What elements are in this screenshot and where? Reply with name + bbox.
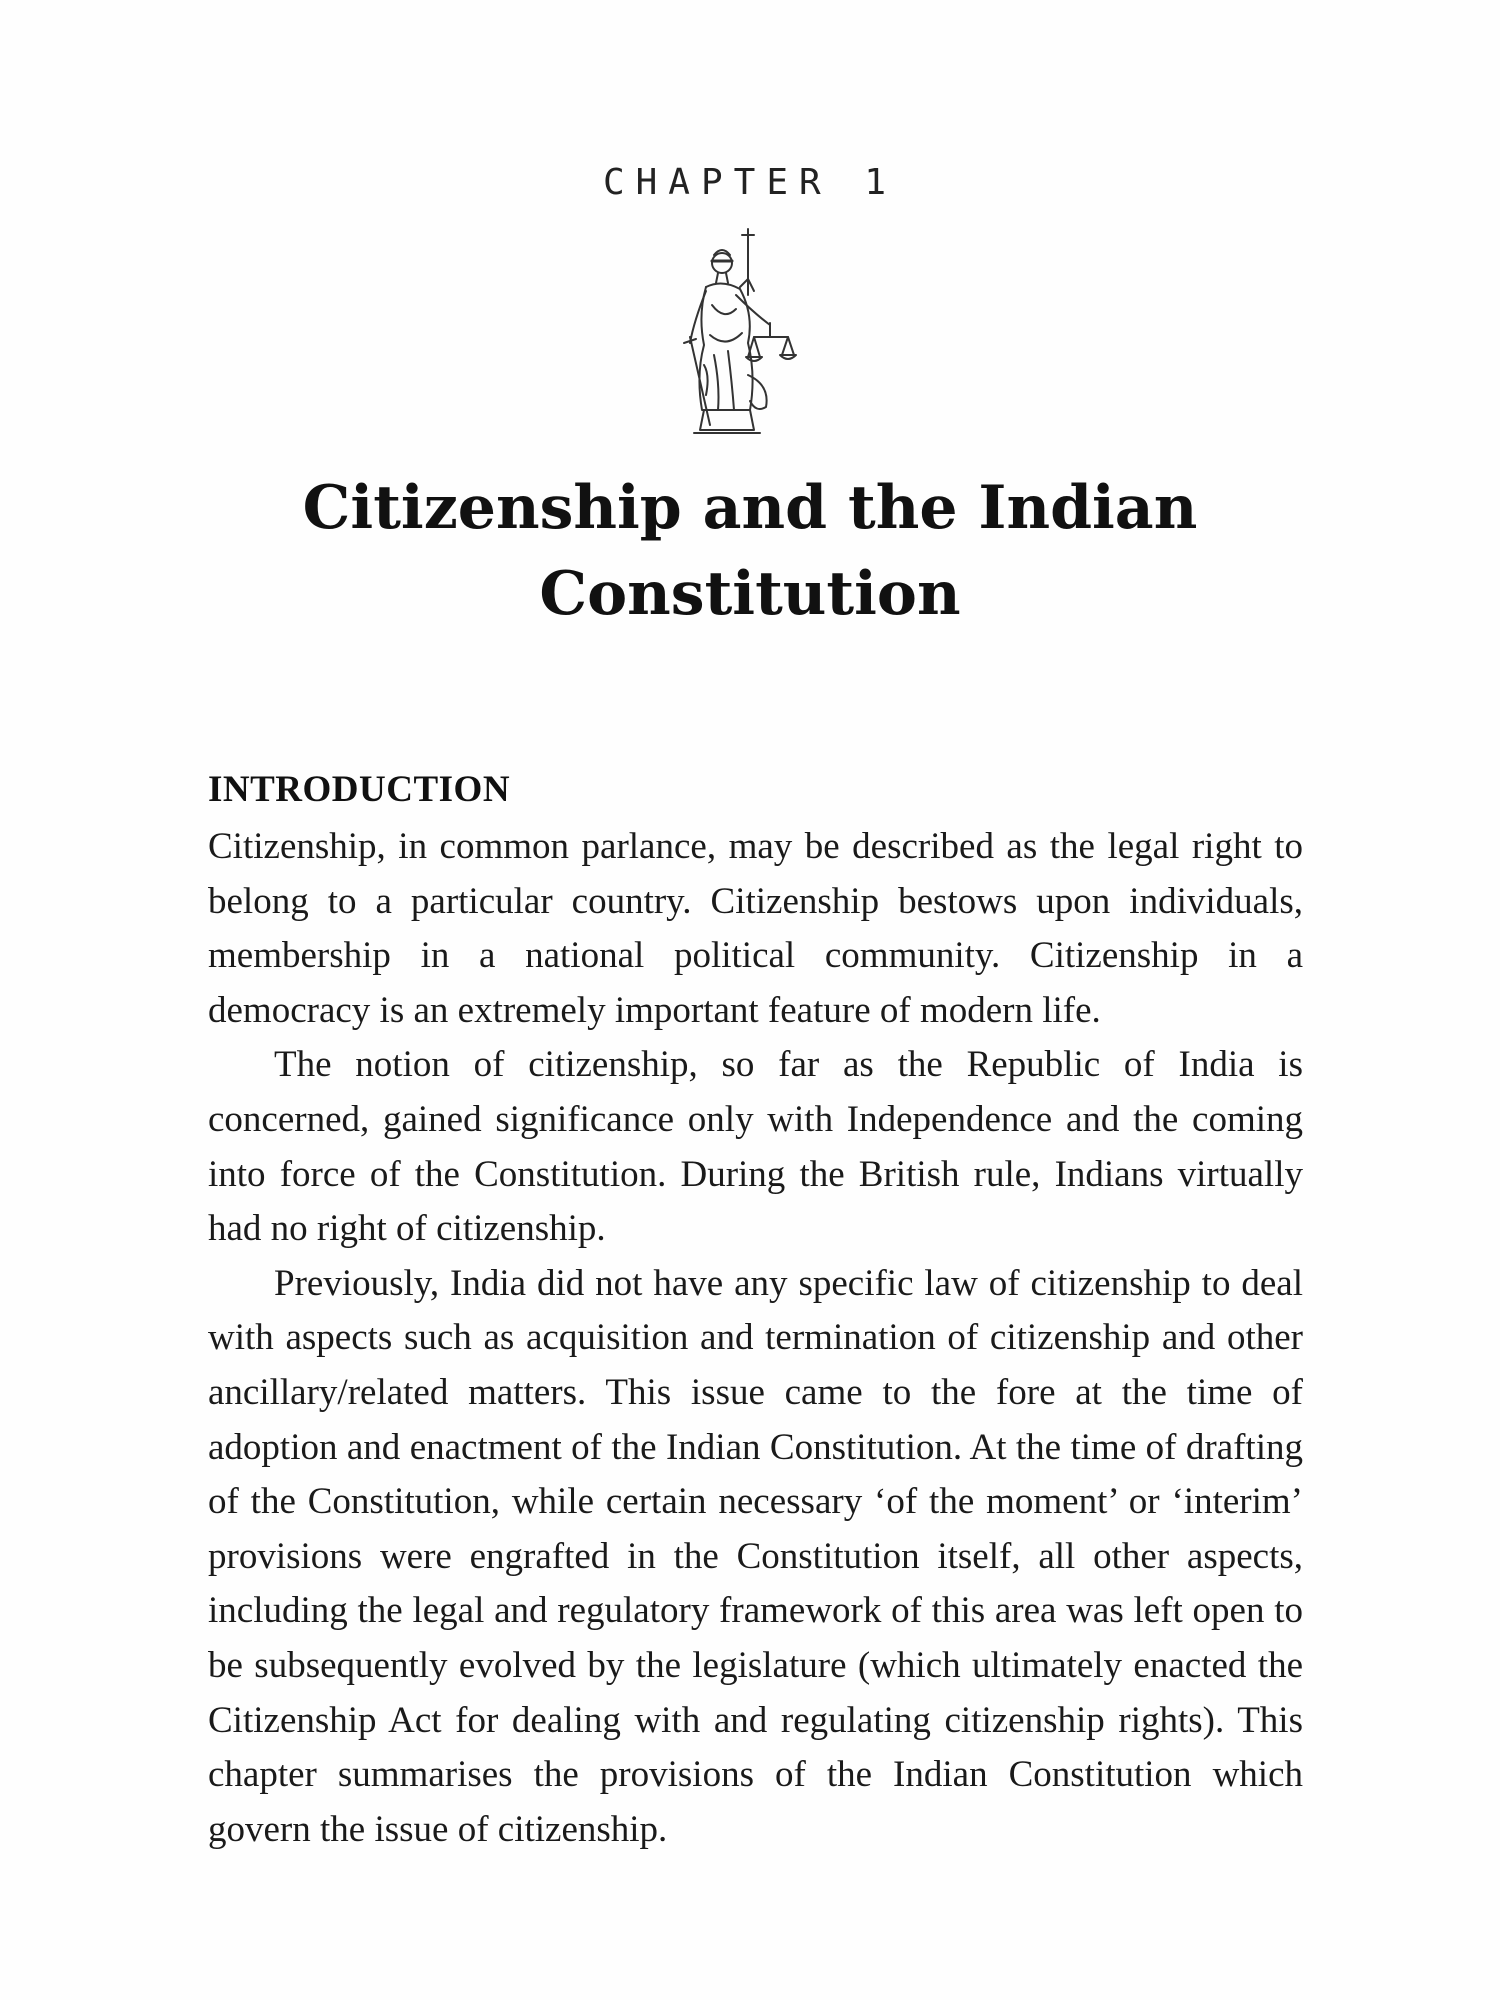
- paragraph-1: Citizenship, in common parlance, may be described as the legal right to belong to a particular country. Citizenship bestows upon individuals, membership in a national political community. Citizenship in a democracy is an extremely important feature of modern life.: [208, 826, 1303, 1031]
- chapter-label: CHAPTER 1: [602, 162, 898, 203]
- chapter-title: [0, 465, 1500, 637]
- section-heading-introduction: INTRODUCTION: [208, 769, 511, 810]
- chapter-title-line-2: Constitution: [539, 559, 961, 629]
- paragraph-2: The notion of citizenship, so far as the Republic of India is concerned, gained significance only with Independence and the coming into force of the Constitution. During the British rule, Indians virtually had no right of citizenship.: [208, 1044, 1303, 1250]
- lady-justice-icon: [670, 225, 800, 440]
- introduction-body: [208, 820, 1303, 1857]
- chapter-title-line-1: Citizenship and the Indian: [302, 473, 1198, 543]
- paragraph-3: Previously, India did not have any specific law of citizenship to deal with aspects such as acquisition and termination of citizenship and other ancillary/related matters. This issue came to the fore at the time of adoption and enactment of the Indian Constitution. At the time of drafting of the Constitution, while certain necessary ‘of the moment’ or ‘interim’ provisions were engrafted in the Constitution itself, all other aspects, including the legal and regulatory framework of this area was left open to be subsequently evolved by the legislature (which ultimately enacted the Citizenship Act for dealing with and regulating citizenship rights). This chapter summarises the provisions of the Indian Constitution which govern the issue of citizenship.: [208, 1262, 1303, 1850]
